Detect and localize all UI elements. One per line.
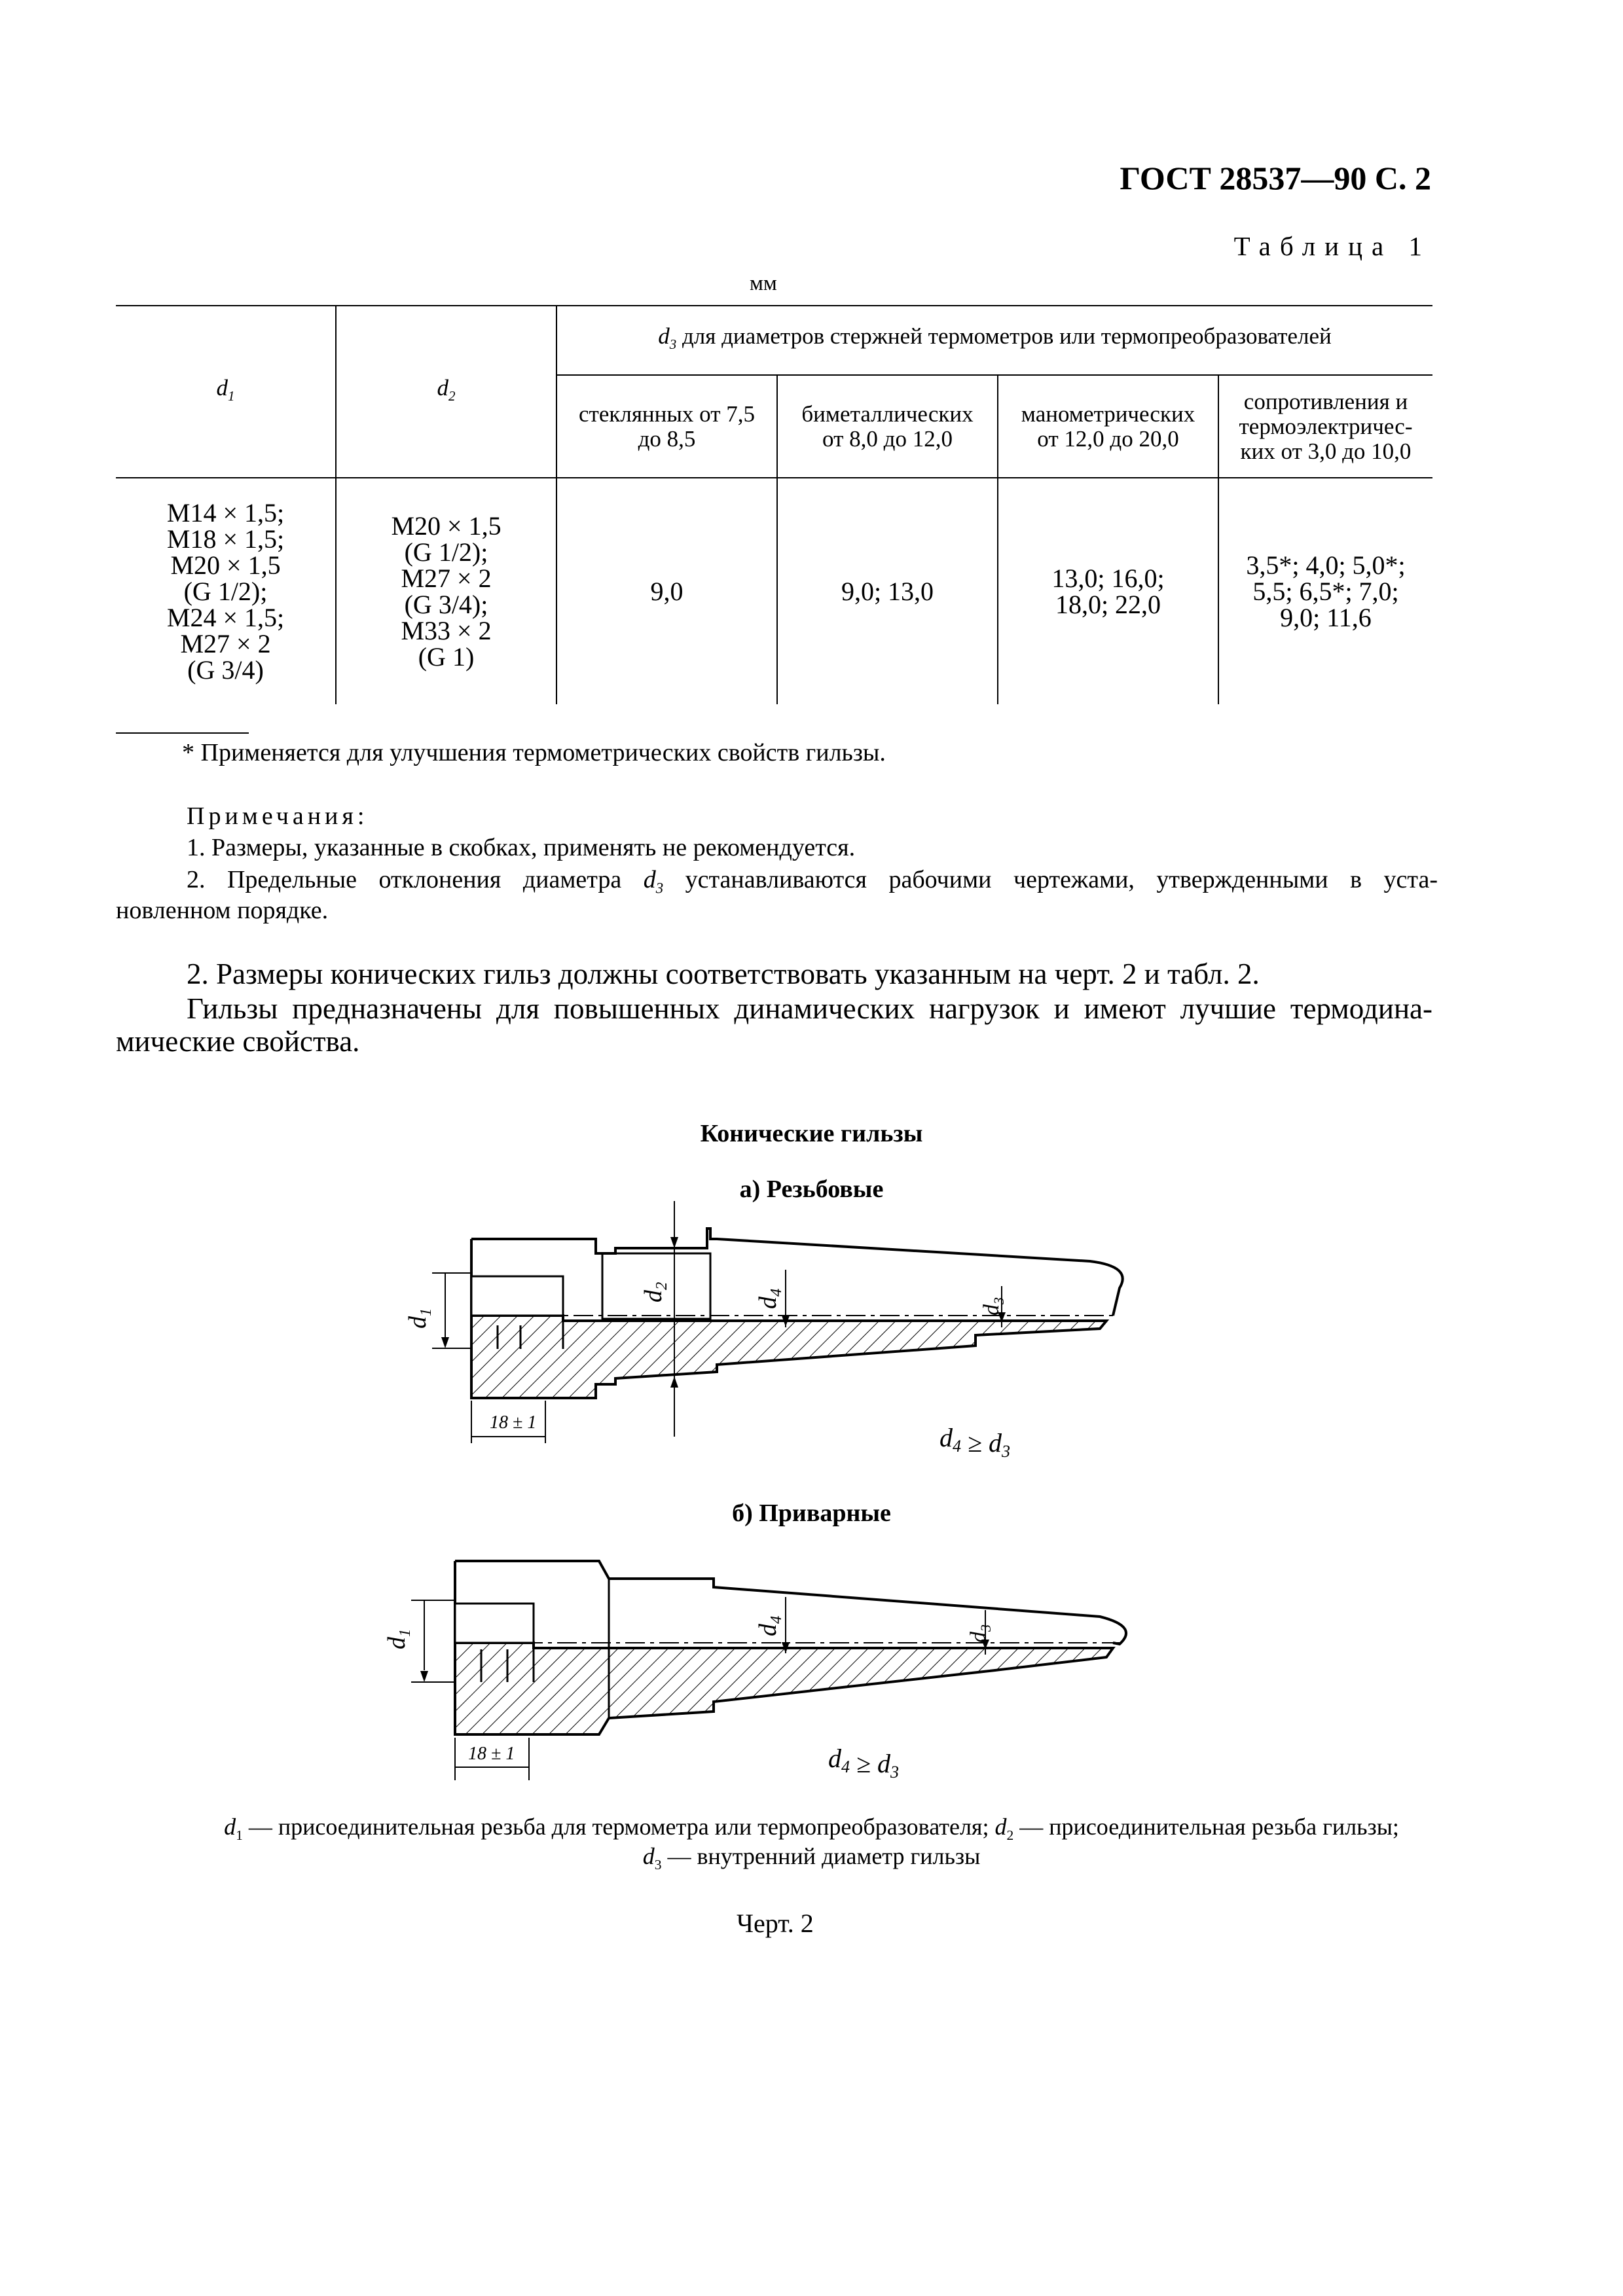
subheader-glass: стеклянных от 7,5 до 8,5 [556,375,777,478]
dim-d3: $d_3$ [979,1297,1007,1316]
figure-a-title: а) Резьбовые [739,1175,884,1203]
notes-heading: Примечания: [187,802,369,830]
dim-length: 18 ± 1 [490,1412,537,1433]
subheader-bimetal: биметаллических от 8,0 до 12,0 [777,375,998,478]
legend-line-1: $d_1$ — присоединительная резьба для термометра или термопреобразователя; $d_2$ — присоединительная резьба гильзы; [224,1814,1399,1844]
dim-d1-b: $d_1$ [383,1628,414,1649]
col-header-d1: $d_1$ [116,306,336,478]
cell-manometric: 13,0; 16,0; 18,0; 22,0 [998,478,1218,704]
col-header-d2: $d_2$ [336,306,556,478]
note-2-cont: новленном порядке. [116,897,329,924]
figure-title: Конические гильзы [700,1120,923,1147]
footnote-rule [116,732,249,734]
legend-line-2: $d_3$ — внутренний диаметр гильзы [642,1843,981,1873]
footnote: * Применяется для улучшения термометрических свойств гильзы. [182,739,886,766]
dim-length-b: 18 ± 1 [468,1744,515,1764]
table-1 [116,305,1432,704]
note-1: 1. Размеры, указанные в скобках, применять не рекомендуется. [187,834,856,861]
cell-glass: 9,0 [556,478,777,704]
paragraph-2-end: мические свойства. [116,1025,360,1058]
subheader-resistance: сопротивления и термоэлектричес- ких от 3,0 до 10,0 [1218,375,1432,478]
dim-d2: $d_2$ [640,1282,670,1302]
dim-d3-b: $d_3$ [966,1624,994,1643]
cell-resistance: 3,5*; 4,0; 5,0*; 5,5; 6,5*; 7,0; 9,0; 11,6 [1218,478,1432,704]
figure-b-title: б) Приварные [732,1499,891,1527]
note-2: 2. Предельные отклонения диаметра $d_3$ устанавливаются рабочими чертежами, утвержденными в уста- [187,866,1438,897]
paragraph-2-cont: Гильзы предназначены для повышенных динамических нагрузок и имеют лучшие термодина- [187,992,1432,1025]
cell-d1: М14 × 1,5; М18 × 1,5; М20 × 1,5 (G 1/2); М24 × 1,5; М27 × 2 (G 3/4) [116,478,336,704]
dim-d1: $d_1$ [404,1308,435,1329]
dim-d4-b: $d_4$ [754,1615,785,1636]
welded-sleeve-drawing [380,1525,1192,1787]
cell-d2: М20 × 1,5 (G 1/2); М27 × 2 (G 3/4); М33 × 2 (G 1) [336,478,556,704]
page-header: ГОСТ 28537—90 С. 2 [1120,160,1431,196]
group-header: $d_3$ для диаметров стержней термометров или термопреобразователей [556,306,1432,375]
subheader-manometric: манометрических от 12,0 до 20,0 [998,375,1218,478]
cell-bimetal: 9,0; 13,0 [777,478,998,704]
table-unit: мм [750,272,777,295]
drawing-caption: Черт. 2 [737,1909,814,1938]
dim-relation: $d_4 \ge d_3$ [939,1423,1010,1460]
table-label: Таблица 1 [1233,231,1431,261]
dim-d4: $d_4$ [754,1288,785,1309]
threaded-sleeve-drawing [393,1198,1178,1460]
paragraph-2: 2. Размеры конических гильз должны соответствовать указанным на черт. 2 и табл. 2. [187,958,1260,990]
dim-relation-b: $d_4 \ge d_3$ [828,1744,899,1782]
